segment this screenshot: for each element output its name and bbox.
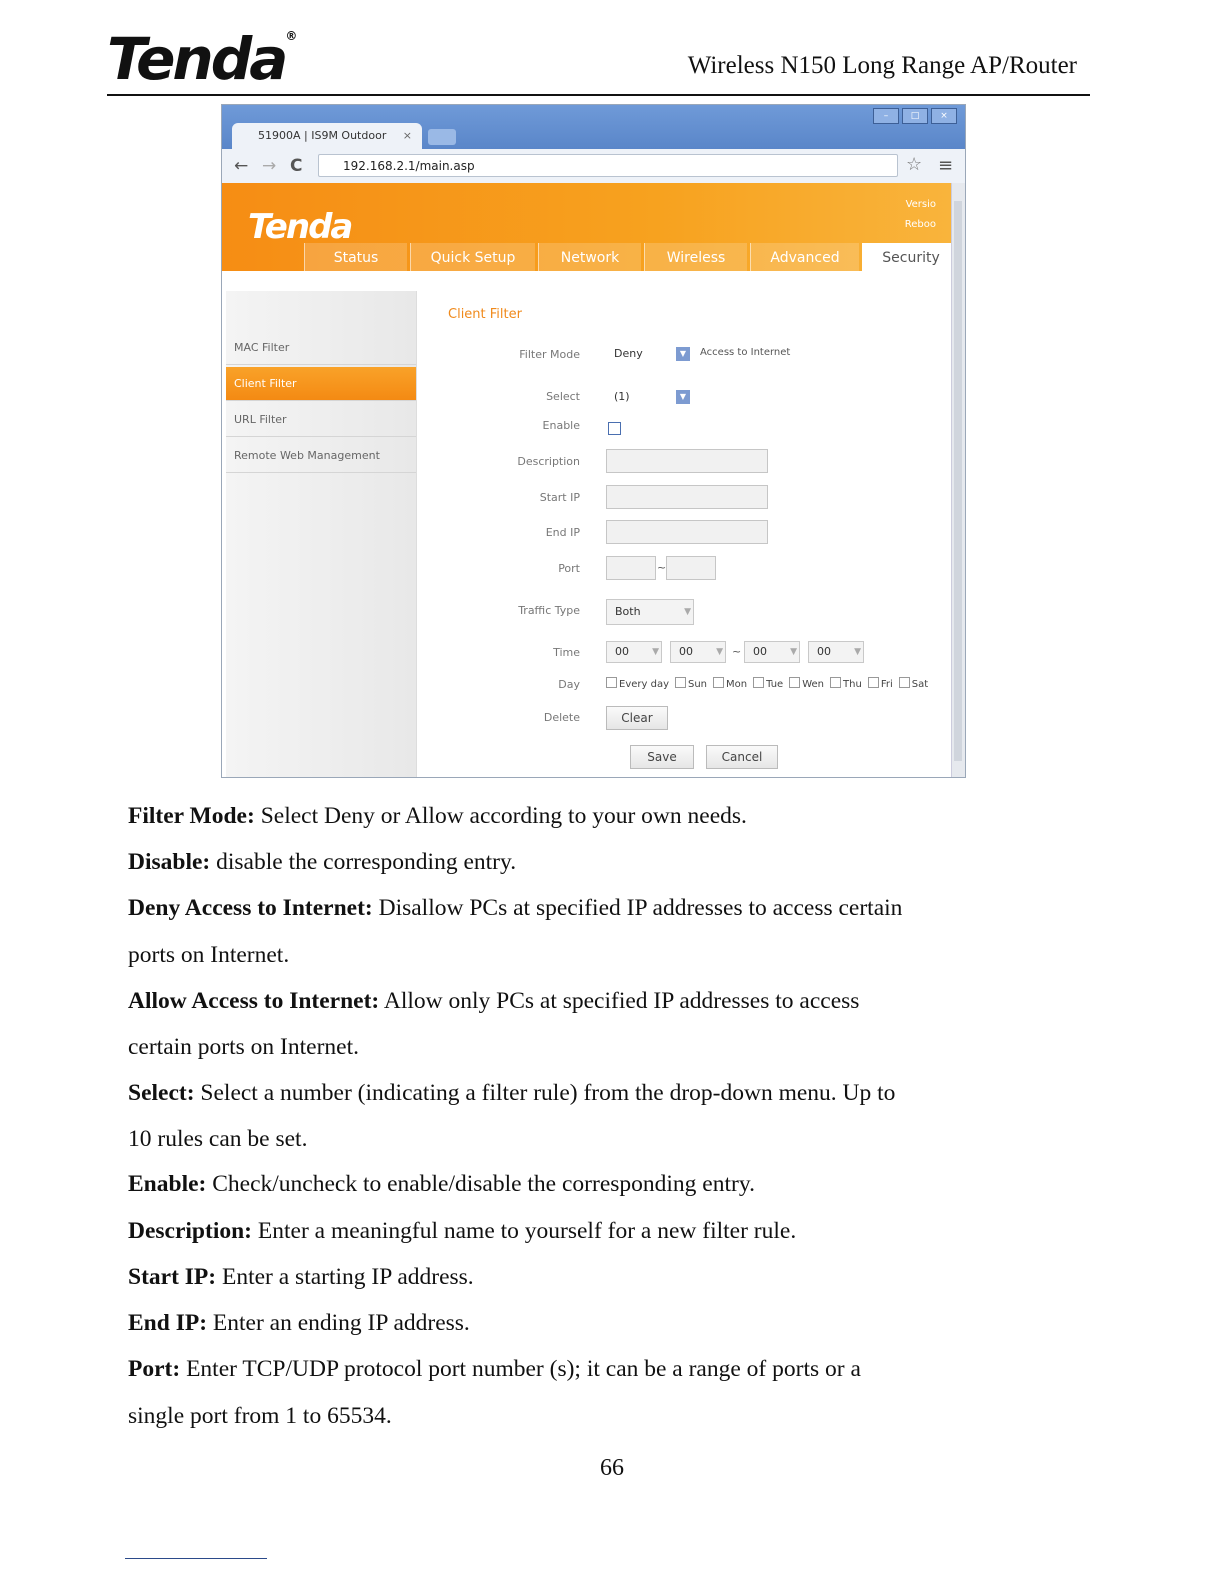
port-separator: ~ <box>657 561 667 574</box>
client-filter-form <box>420 291 950 777</box>
desc-deny-access-cont: ports on Internet. <box>128 942 290 968</box>
desc-enable: Check/uncheck to enable/disable the corresponding entry. <box>206 1171 755 1197</box>
reload-icon[interactable]: C <box>290 156 303 176</box>
forward-arrow-icon[interactable]: → <box>262 156 277 176</box>
desc-disable: disable the corresponding entry. <box>210 849 517 875</box>
time-label: Time <box>553 646 580 659</box>
term-start-ip: Start IP: <box>128 1264 217 1290</box>
section-title: Client Filter <box>448 307 522 322</box>
day-thu[interactable]: Thu <box>830 679 862 690</box>
banner-links <box>905 195 936 235</box>
paragraph-allow-access-cont <box>128 1034 359 1061</box>
footnote-rule <box>125 1558 267 1559</box>
cancel-button[interactable]: Cancel <box>706 745 778 769</box>
term-disable: Disable: <box>128 849 211 875</box>
tab-security[interactable]: Security <box>862 243 959 271</box>
browser-toolbar <box>222 149 965 184</box>
chevron-down-icon: ▼ <box>854 647 861 657</box>
paragraph-enable <box>128 1171 755 1198</box>
maximize-icon[interactable]: □ <box>902 108 928 124</box>
paragraph-select-cont <box>128 1126 307 1153</box>
desc-end-ip: Enter an ending IP address. <box>207 1310 470 1336</box>
desc-select-cont: 10 rules can be set. <box>128 1126 308 1152</box>
desc-port-cont: single port from 1 to 65534. <box>128 1403 392 1429</box>
start-ip-label: Start IP <box>539 491 580 504</box>
chevron-down-icon: ▼ <box>790 647 797 657</box>
document-title: Wireless N150 Long Range AP/Router <box>687 52 1077 79</box>
address-bar[interactable]: 192.168.2.1/main.asp <box>318 154 898 177</box>
paragraph-end-ip <box>128 1310 470 1337</box>
paragraph-port-cont <box>128 1403 392 1430</box>
router-logo: Tenda <box>248 207 352 247</box>
day-fri[interactable]: Fri <box>868 679 893 690</box>
window-close-icon[interactable]: × <box>931 108 957 124</box>
end-minute-value: 00 <box>817 645 831 658</box>
desc-filter-mode: Select Deny or Allow according to your own needs. <box>254 803 747 829</box>
browser-tab-bar <box>222 105 965 149</box>
browser-tab-title: 51900A | IS9M Outdoor <box>258 129 387 142</box>
tab-close-icon[interactable]: × <box>402 129 412 142</box>
minimize-icon[interactable]: – <box>873 108 899 124</box>
term-description: Description: <box>128 1218 253 1244</box>
filter-mode-label: Filter Mode <box>519 348 580 361</box>
desc-description: Enter a meaningful name to yourself for a new filter rule. <box>252 1218 797 1244</box>
tab-wireless[interactable]: Wireless <box>644 243 747 271</box>
clear-button[interactable]: Clear <box>606 706 668 730</box>
rule-select[interactable] <box>606 386 690 408</box>
term-port: Port: <box>128 1356 181 1382</box>
window-controls <box>873 108 957 124</box>
day-checkboxes <box>606 677 934 690</box>
chevron-down-icon: ▼ <box>716 647 723 657</box>
port-end-input[interactable] <box>666 556 716 580</box>
term-select: Select: <box>128 1080 195 1106</box>
scrollbar-thumb[interactable] <box>954 201 962 761</box>
new-tab-button[interactable] <box>428 129 456 145</box>
tab-network[interactable]: Network <box>538 243 641 271</box>
traffic-type-label: Traffic Type <box>518 604 580 617</box>
back-arrow-icon[interactable]: ← <box>234 156 249 176</box>
paragraph-description <box>128 1218 796 1245</box>
term-enable: Enable: <box>128 1171 207 1197</box>
filter-mode-value: Deny <box>614 347 643 360</box>
enable-checkbox[interactable] <box>608 422 621 435</box>
sidebar-item-mac-filter[interactable]: MAC Filter <box>226 331 416 365</box>
paragraph-allow-access <box>128 988 859 1015</box>
end-hour-select[interactable] <box>744 641 800 663</box>
description-input[interactable] <box>606 449 768 473</box>
browser-menu-icon[interactable]: ≡ <box>938 155 954 176</box>
router-sidebar <box>226 291 417 777</box>
paragraph-disable <box>128 849 516 876</box>
start-minute-value: 00 <box>679 645 693 658</box>
day-tue[interactable]: Tue <box>753 679 783 690</box>
start-hour-value: 00 <box>615 645 629 658</box>
traffic-type-select[interactable] <box>606 599 694 625</box>
chevron-down-icon: ▼ <box>676 390 690 404</box>
paragraph-deny-access <box>128 895 902 922</box>
port-label: Port <box>558 562 580 575</box>
end-hour-value: 00 <box>753 645 767 658</box>
start-hour-select[interactable] <box>606 641 662 663</box>
day-wen[interactable]: Wen <box>789 679 824 690</box>
filter-mode-select[interactable] <box>606 343 690 365</box>
rule-select-value: (1) <box>614 390 630 403</box>
enable-label: Enable <box>542 419 580 432</box>
day-sun[interactable]: Sun <box>675 679 707 690</box>
desc-start-ip: Enter a starting IP address. <box>216 1264 474 1290</box>
tab-advanced[interactable]: Advanced <box>750 243 859 271</box>
end-ip-label: End IP <box>545 526 580 539</box>
header-divider <box>107 94 1090 96</box>
chevron-down-icon: ▼ <box>652 647 659 657</box>
desc-allow-access: Allow only PCs at specified IP addresses to access <box>379 988 860 1014</box>
term-deny-access: Deny Access to Internet: <box>128 895 373 921</box>
end-ip-input[interactable] <box>606 520 768 544</box>
start-minute-select[interactable] <box>670 641 726 663</box>
day-mon[interactable]: Mon <box>713 679 747 690</box>
chevron-down-icon: ▼ <box>684 607 691 617</box>
description-label: Description <box>517 455 580 468</box>
day-every-day[interactable]: Every day <box>606 679 669 690</box>
paragraph-deny-access-cont <box>128 942 289 969</box>
paragraph-filter-mode <box>128 803 747 830</box>
desc-select: Select a number (indicating a filter rule) from the drop-down menu. Up to <box>194 1080 896 1106</box>
desc-allow-access-cont: certain ports on Internet. <box>128 1034 359 1060</box>
sidebar-item-url-filter[interactable]: URL Filter <box>226 403 416 437</box>
save-button[interactable]: Save <box>630 745 694 769</box>
filter-mode-suffix: Access to Internet <box>700 347 791 358</box>
desc-deny-access: Disallow PCs at specified IP addresses to access certain <box>372 895 903 921</box>
day-label: Day <box>558 678 580 691</box>
page-scrollbar[interactable] <box>951 183 965 777</box>
reboot-link[interactable]: Reboo <box>904 219 936 230</box>
chevron-down-icon: ▼ <box>676 347 690 361</box>
end-minute-select[interactable] <box>808 641 864 663</box>
browser-tab[interactable] <box>232 123 422 149</box>
desc-port: Enter TCP/UDP protocol port number (s); it can be a range of ports or a <box>180 1356 861 1382</box>
sidebar-item-remote-web-management[interactable]: Remote Web Management <box>226 439 416 473</box>
day-sat[interactable]: Sat <box>899 679 928 690</box>
router-nav <box>304 243 959 271</box>
delete-label: Delete <box>543 711 580 724</box>
version-link[interactable]: Versio <box>905 199 936 210</box>
paragraph-port <box>128 1356 861 1383</box>
start-ip-input[interactable] <box>606 485 768 509</box>
tab-status[interactable]: Status <box>304 243 407 271</box>
tenda-logo: Tenda® <box>107 25 298 93</box>
paragraph-select <box>128 1080 895 1107</box>
paragraph-start-ip <box>128 1264 474 1291</box>
traffic-type-value: Both <box>615 605 641 618</box>
page-number: 66 <box>600 1455 624 1481</box>
term-filter-mode: Filter Mode: <box>128 803 255 829</box>
select-label: Select <box>546 390 580 403</box>
port-start-input[interactable] <box>606 556 656 580</box>
time-separator: ~ <box>732 645 742 658</box>
bookmark-star-icon[interactable]: ☆ <box>906 154 923 175</box>
tab-quick-setup[interactable]: Quick Setup <box>410 243 535 271</box>
router-screenshot <box>221 104 966 778</box>
term-allow-access: Allow Access to Internet: <box>128 988 380 1014</box>
sidebar-item-client-filter[interactable]: Client Filter <box>226 367 416 401</box>
term-end-ip: End IP: <box>128 1310 208 1336</box>
